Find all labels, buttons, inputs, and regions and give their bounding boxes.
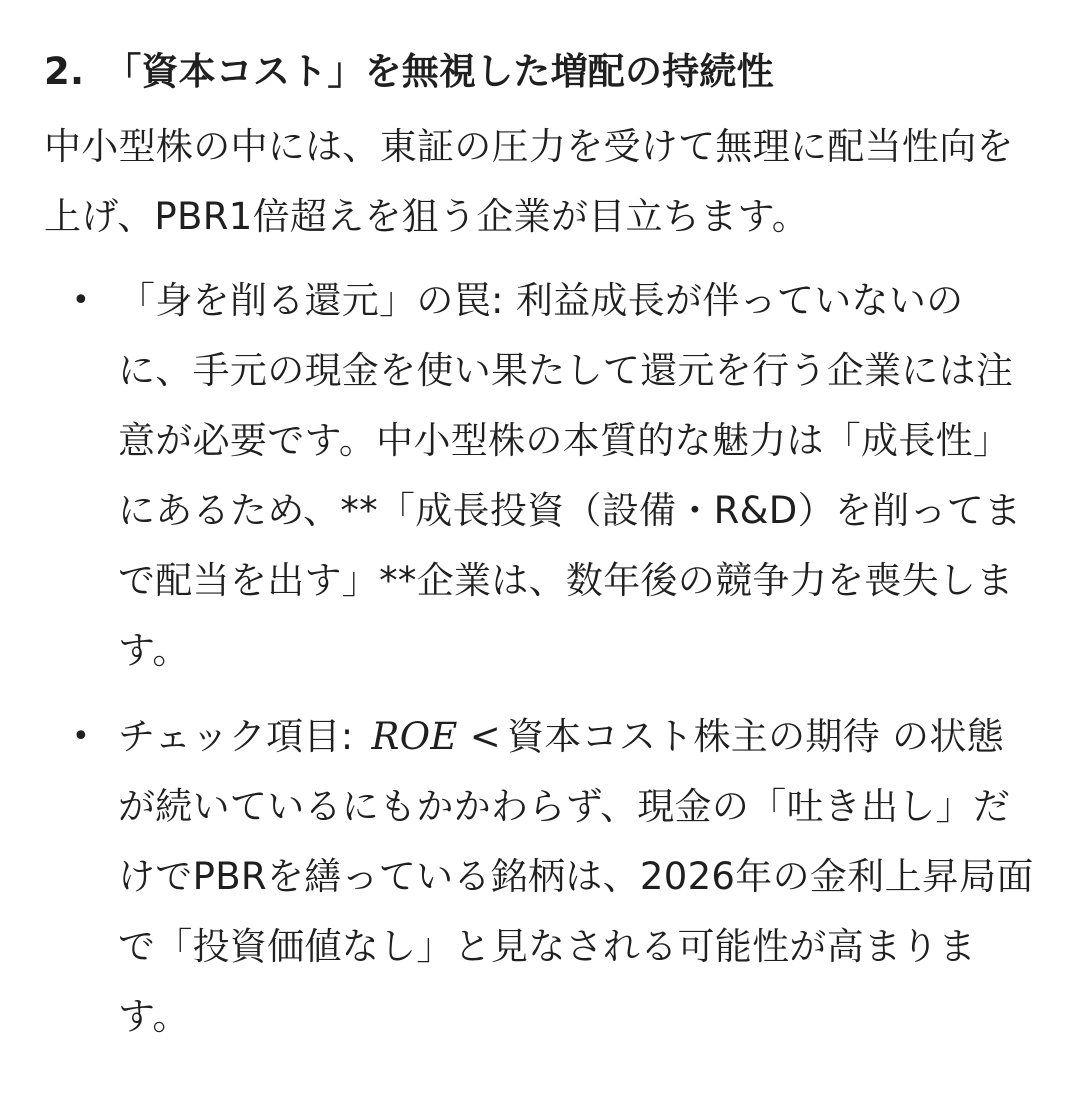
bullet-marker: • (72, 283, 90, 318)
list-item (44, 702, 1036, 1052)
bullet-marker: • (72, 719, 90, 754)
bullet-text: の状態が続いているにもかかわらず、現金の「吐き出し」だけでPBRを繕っている銘柄は、2026年の金利上昇局面で「投資価値なし」と見なされる可能性が高まります。 (118, 715, 1034, 1038)
bullet-list (44, 266, 1036, 1052)
list-item (44, 266, 1036, 686)
bullet-lead: チェック項目: (118, 715, 366, 758)
heading-title: 「資本コスト」を無視した増配の持続性 (104, 50, 774, 93)
bullet-text: 「身を削る還元」の罠: 利益成長が伴っていないのに、手元の現金を使い果たして還元を行う企業には注意が必要です。中小型株の本質的な魅力は「成長性」にあるため、**「成長投資（設備・R&D）を削ってまで配当を出す」**企業は、数年後の競争力を喪失します。 (118, 279, 1022, 672)
heading-number: 2. (44, 50, 85, 93)
math-expression: ROE < (371, 715, 501, 758)
section-heading (44, 44, 1036, 100)
math-text: 資本コスト株主の期待 (507, 715, 880, 758)
intro-paragraph: 中小型株の中には、東証の圧力を受けて無理に配当性向を上げ、PBR1倍超えを狙う企業が目立ちます。 (44, 125, 1014, 238)
